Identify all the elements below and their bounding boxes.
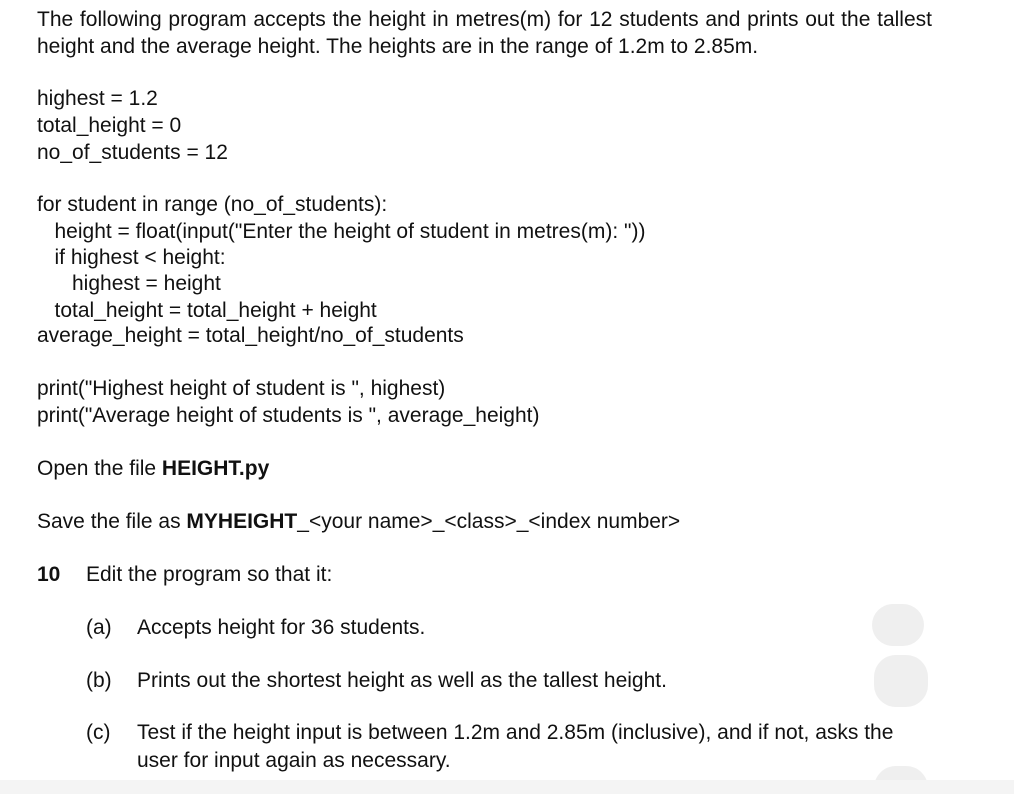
open-file-filename: HEIGHT.py: [161, 457, 270, 480]
part-label: (b): [86, 669, 112, 692]
code-line: no_of_students = 12: [37, 141, 228, 164]
part-text: Accepts height for 36 students.: [137, 616, 426, 639]
part-label: (c): [86, 721, 111, 744]
code-line: highest = 1.2: [37, 87, 158, 110]
save-file-filename-rest: _<your name>_<class>_<index number>: [297, 510, 681, 533]
intro-paragraph: The following program accepts the height in metres(m) for 12 students and prints out the tallest height and the average height. The heights are in the range of 1.2m to 2.85m.: [37, 8, 932, 58]
code-line: height = float(input("Enter the height of student in metres(m): ")): [37, 220, 646, 243]
part-text: Prints out the shortest height as well as the tallest height.: [137, 669, 667, 692]
code-line: print("Highest height of student is ", highest): [37, 377, 446, 400]
save-file-instruction: [37, 509, 680, 535]
open-file-prefix: Open the file: [37, 457, 162, 480]
code-line: total_height = 0: [37, 114, 182, 137]
faint-smudge: [872, 604, 924, 646]
code-line: highest = height: [37, 272, 221, 295]
code-line: if highest < height:: [37, 246, 226, 269]
code-line: total_height = total_height + height: [37, 299, 377, 322]
question-text: Edit the program so that it:: [86, 563, 333, 586]
open-file-instruction: [37, 456, 269, 482]
save-file-filename-bold: MYHEIGHT: [186, 510, 298, 533]
code-line: for student in range (no_of_students):: [37, 193, 388, 216]
question-number: 10: [37, 563, 61, 586]
page-bottom-edge: [0, 780, 1014, 794]
faint-smudge: [874, 655, 928, 707]
code-line: print("Average height of students is ", average_height): [37, 404, 540, 427]
part-label: (a): [86, 616, 112, 639]
save-file-prefix: Save the file as: [37, 510, 187, 533]
part-text: Test if the height input is between 1.2m and 2.85m (inclusive), and if not, asks the user for input again as necessary.: [137, 721, 894, 772]
code-line: average_height = total_height/no_of_students: [37, 324, 464, 347]
